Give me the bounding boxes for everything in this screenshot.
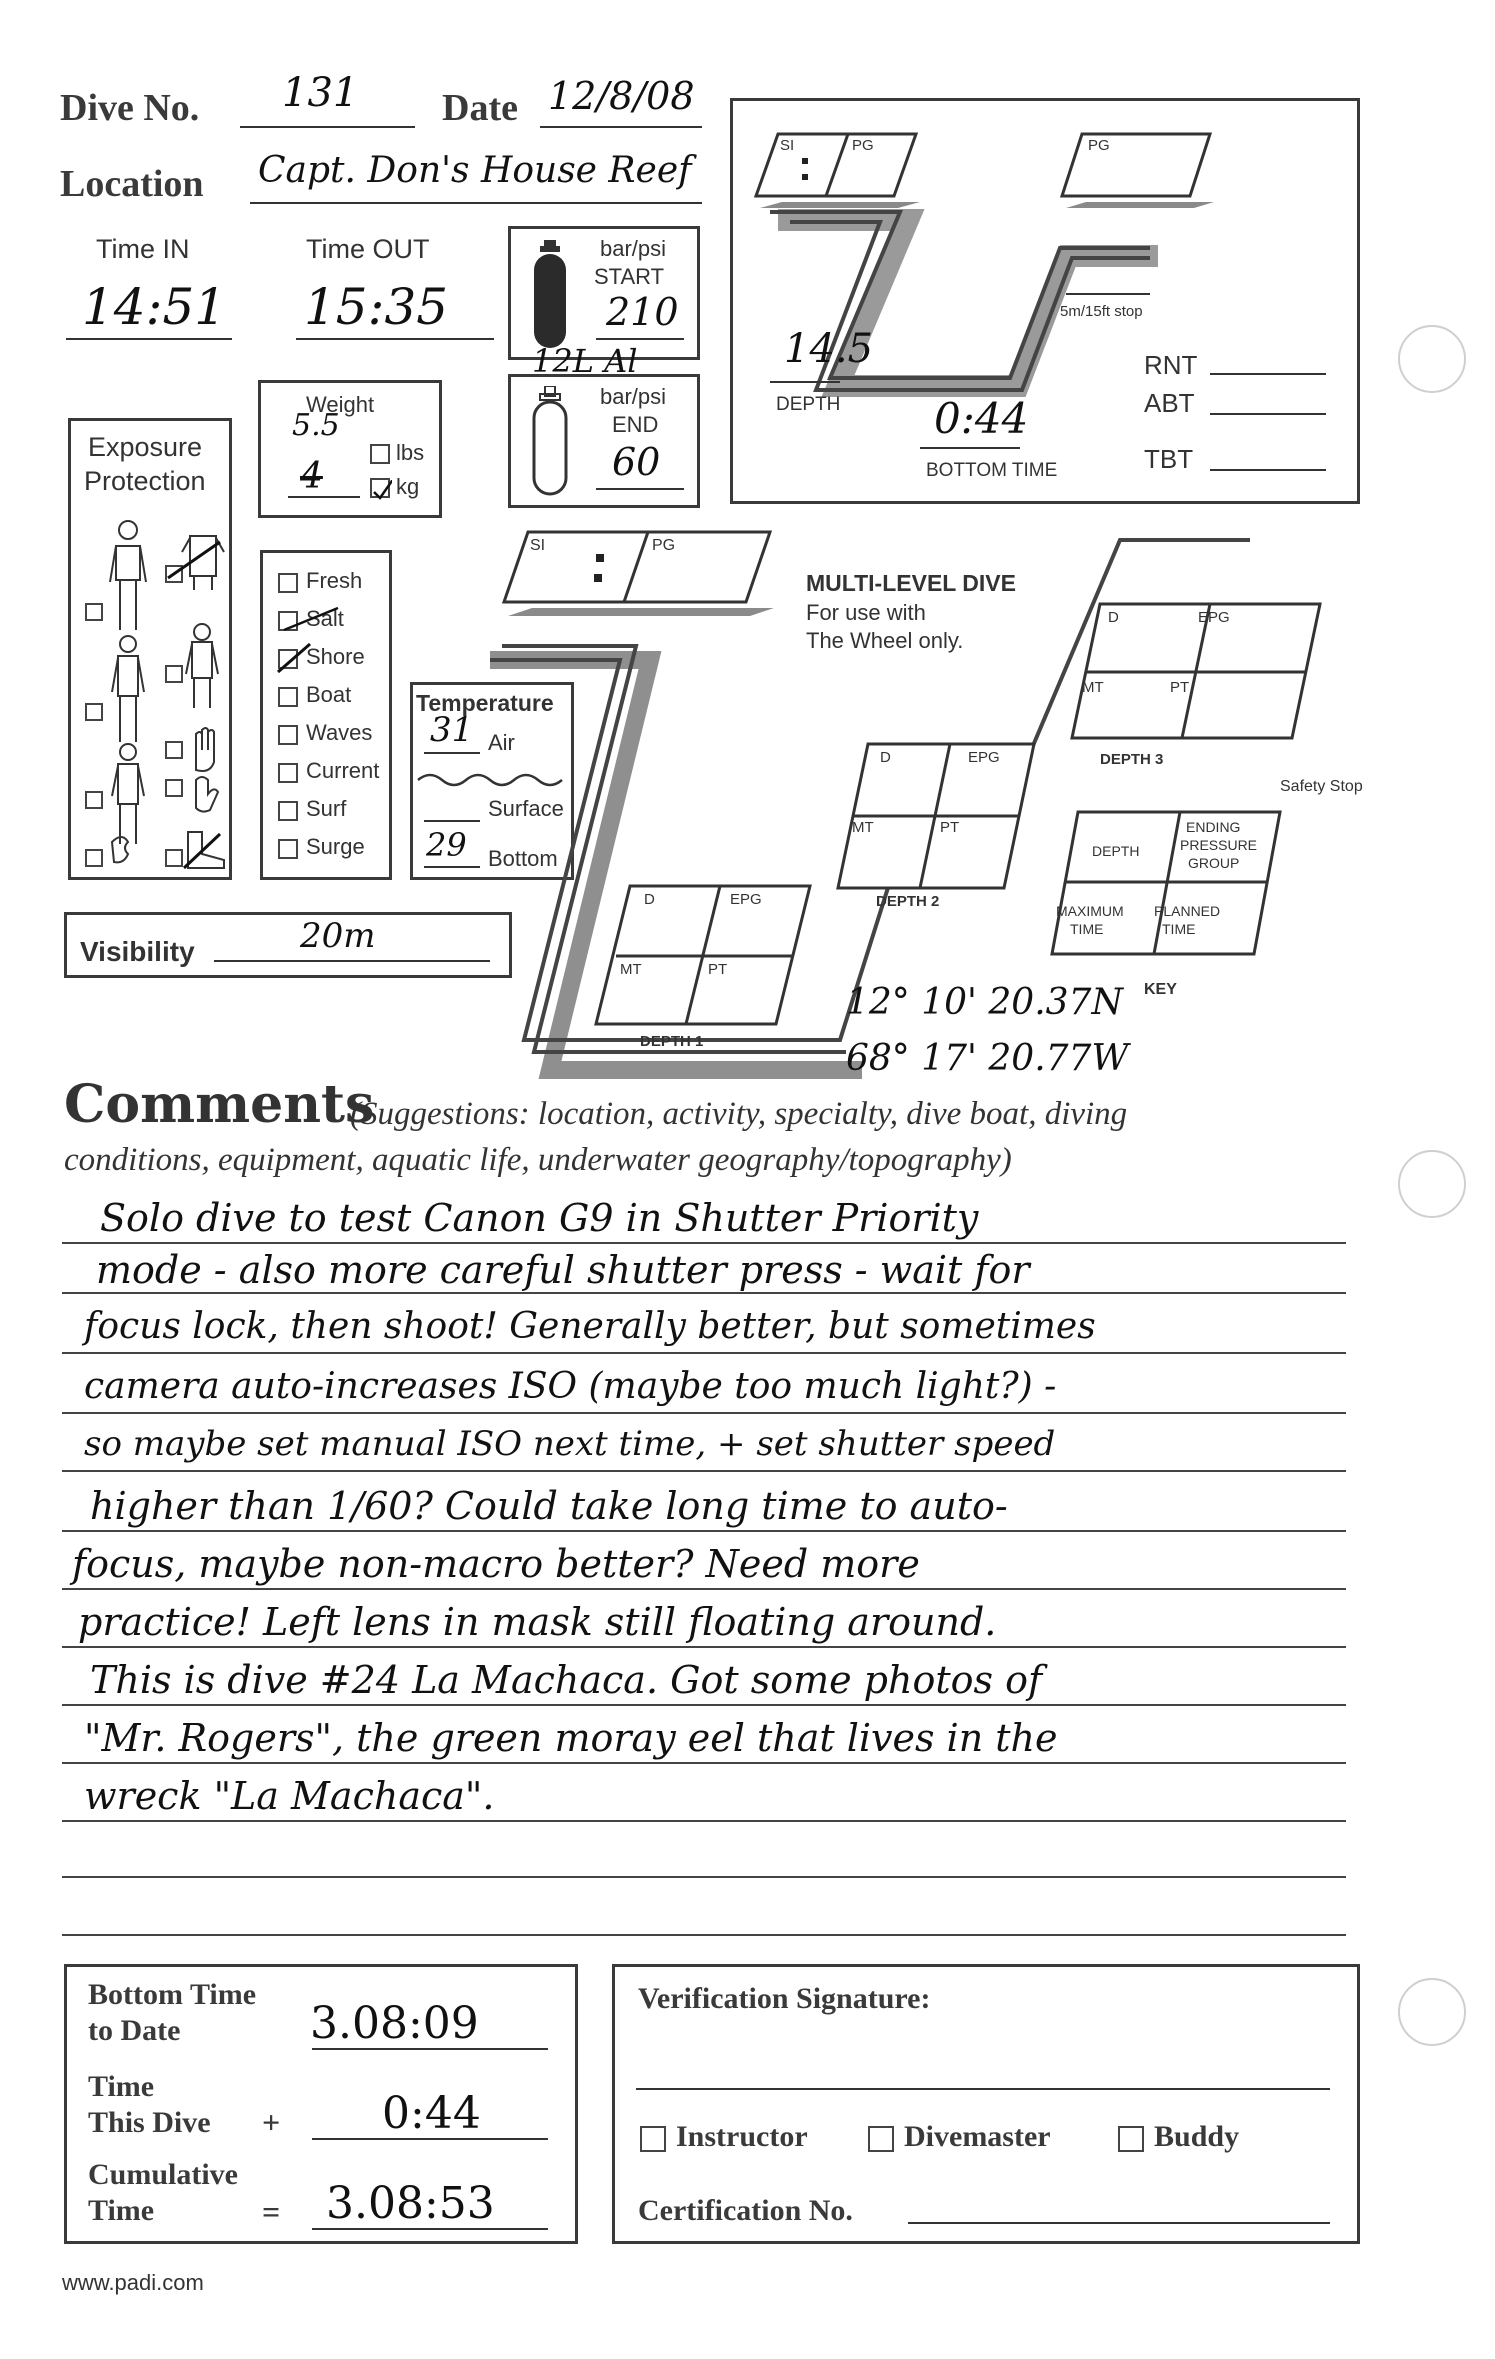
temperature-bottom-value[interactable]: 29: [426, 826, 467, 864]
svg-text:EPG: EPG: [968, 749, 1000, 766]
divemaster-label: Divemaster: [904, 2120, 1051, 2153]
comment-rule: [62, 1704, 1346, 1706]
svg-text:D: D: [880, 749, 891, 766]
tank-start-units: bar/psi: [600, 236, 667, 261]
full-wetsuit-icon: [112, 636, 144, 742]
tank-start-underline: [596, 338, 684, 340]
comment-text-line[interactable]: Solo dive to test Canon G9 in Shutter Priority: [100, 1196, 979, 1240]
temperature-air-label: Air: [488, 730, 515, 755]
comment-text-line[interactable]: practice! Left lens in mask still floating around.: [78, 1600, 997, 1644]
comment-text-line[interactable]: mode - also more careful shutter press - wait for: [96, 1248, 1030, 1292]
tank-start-label: START: [594, 264, 665, 289]
condition-waves-label: Waves: [306, 720, 373, 745]
comment-rule: [62, 1646, 1346, 1648]
ml-key-grid: [1052, 812, 1280, 998]
tank-end-underline: [596, 488, 684, 490]
divemaster-checkbox[interactable]: [868, 2126, 894, 2152]
comment-rule: [62, 1292, 1346, 1294]
si-label: SI: [780, 137, 795, 154]
temperature-surface-underline: [424, 820, 480, 822]
pg-final-cell: [1062, 134, 1214, 208]
condition-current-label: Current: [306, 758, 380, 783]
pg2-label: PG: [1088, 137, 1110, 154]
checkmark-icon: [372, 480, 392, 500]
comment-rule: [62, 1470, 1346, 1472]
dive-no-label: Dive No.: [60, 87, 200, 129]
comment-rule: [62, 1242, 1346, 1244]
comment-rule: [62, 1762, 1346, 1764]
comment-text-line[interactable]: so maybe set manual ISO next time, + set shutter speed: [84, 1424, 1056, 1464]
comment-text-line[interactable]: camera auto-increases ISO (maybe too much light?) -: [84, 1366, 1057, 1407]
comments-suggestions-line1: (Suggestions: location, activity, specialty, dive boat, diving: [350, 1096, 1128, 1132]
checkbox-semi-dry: [86, 792, 102, 808]
exposure-title-line2: Protection: [84, 466, 206, 496]
profile-bottom-time-value[interactable]: 0:44: [934, 394, 1029, 443]
condition-salt-label: Salt: [306, 606, 344, 631]
svg-text:PG: PG: [652, 537, 676, 554]
time-in-underline: [66, 338, 232, 340]
coordinate-longitude[interactable]: 68° 17' 20.77W: [846, 1038, 1129, 1079]
signature-line[interactable]: [636, 2088, 1330, 2090]
condition-surf-checkbox[interactable]: [278, 801, 298, 821]
svg-text:D: D: [644, 891, 655, 908]
rnt-label: RNT: [1144, 350, 1198, 380]
temperature-air-value[interactable]: 31: [430, 710, 474, 750]
condition-surge-label: Surge: [306, 834, 365, 859]
condition-current-checkbox[interactable]: [278, 763, 298, 783]
svg-text:DEPTH: DEPTH: [1092, 843, 1140, 859]
temperature-bottom-label: Bottom: [488, 846, 558, 871]
multilevel-subtitle-line2: The Wheel only.: [806, 628, 964, 653]
cumulative-label-line2: Time: [88, 2194, 155, 2227]
multilevel-subtitle-line1: For use with: [806, 600, 926, 625]
binder-hole-middle: [1398, 1150, 1466, 1218]
binder-hole-bottom: [1398, 1978, 1466, 2046]
svg-text:GROUP: GROUP: [1188, 855, 1240, 871]
checkbox-gloves: [166, 742, 182, 758]
svg-text:MT: MT: [620, 961, 642, 978]
pg-label: PG: [852, 137, 874, 154]
verification-signature-label: Verification Signature:: [638, 1982, 931, 2015]
svg-text:DEPTH 3: DEPTH 3: [1100, 751, 1164, 768]
instructor-label: Instructor: [676, 2120, 808, 2153]
condition-boat-checkbox[interactable]: [278, 687, 298, 707]
bottom-time-to-date-value[interactable]: 3.08:09: [310, 1998, 479, 2049]
condition-shore-label: Shore: [306, 644, 365, 669]
coordinate-latitude[interactable]: 12° 10' 20.37N: [846, 982, 1123, 1023]
weight-value[interactable]: 5.5: [292, 408, 340, 443]
comment-rule: [62, 1876, 1346, 1878]
ml-si-pg-cell: [504, 532, 774, 616]
this-dive-value[interactable]: 0:44: [382, 2088, 481, 2139]
comment-rule: [62, 1352, 1346, 1354]
shore-checkmark-icon: [274, 640, 314, 676]
ml-depth3-grid: [1072, 604, 1320, 768]
cumulative-label-line1: Cumulative: [88, 2158, 238, 2191]
tank-end-value[interactable]: 60: [612, 440, 661, 484]
comment-text-line[interactable]: focus lock, then shoot! Generally better, but sometimes: [84, 1306, 1096, 1347]
buddy-label: Buddy: [1154, 2120, 1240, 2153]
comment-text-line[interactable]: "Mr. Rogers", the green moray eel that lives in the: [84, 1716, 1058, 1760]
exposure-suits-icons: [80, 516, 230, 876]
checkbox-skin: [86, 604, 102, 620]
comment-text-line[interactable]: higher than 1/60? Could take long time to auto-: [90, 1484, 1008, 1528]
date-label: Date: [442, 87, 518, 129]
dive-no-underline: [240, 126, 415, 128]
comment-rule: [62, 1820, 1346, 1822]
svg-text:KEY: KEY: [1144, 981, 1177, 998]
bottom-time-to-date-label-line2: to Date: [88, 2014, 181, 2047]
svg-text:MAXIMUM: MAXIMUM: [1056, 903, 1124, 919]
certification-line[interactable]: [908, 2222, 1330, 2224]
tank-start-icon: [530, 240, 570, 350]
temperature-bottom-underline: [424, 866, 480, 868]
boots-icon: [188, 832, 224, 868]
weight-label: Weight: [306, 392, 375, 417]
weight-underline: [288, 496, 360, 498]
time-out-value[interactable]: 15:35: [304, 278, 449, 336]
conditions-box: [260, 550, 392, 880]
svg-text:D: D: [1108, 609, 1119, 626]
ml-depth1-grid: [596, 886, 810, 1050]
tank-start-value[interactable]: 210: [606, 290, 679, 334]
certification-label: Certification No.: [638, 2194, 853, 2227]
tank-end-units: bar/psi: [600, 384, 667, 409]
buddy-checkbox[interactable]: [1118, 2126, 1144, 2152]
location-label: Location: [60, 163, 204, 205]
svg-text:PT: PT: [940, 819, 960, 836]
plus-sign: +: [262, 2104, 281, 2140]
tank-note[interactable]: 12L Al: [532, 342, 638, 380]
checkbox-full-suit: [86, 704, 102, 720]
skin-suit-icon: [110, 521, 146, 630]
visibility-underline: [214, 960, 490, 962]
condition-fresh-label: Fresh: [306, 568, 363, 593]
comment-rule: [62, 1934, 1346, 1936]
depth-label: DEPTH: [776, 394, 841, 415]
salt-strike-mark: [282, 604, 342, 634]
time-in-value[interactable]: 14:51: [82, 278, 227, 336]
comment-text-line[interactable]: This is dive #24 La Machaca. Got some photos of: [90, 1658, 1043, 1702]
mitt-icon: [196, 777, 218, 812]
this-dive-label-line1: Time: [88, 2070, 155, 2103]
checkbox-boots: [166, 850, 182, 866]
condition-waves-checkbox[interactable]: [278, 725, 298, 745]
temperature-surface-label: Surface: [488, 796, 564, 821]
location-value[interactable]: Capt. Don's House Reef: [258, 150, 692, 191]
bottom-time-label: BOTTOM TIME: [926, 460, 1058, 481]
glove-icon: [196, 728, 214, 771]
bottom-time-to-date-label-line1: Bottom Time: [88, 1978, 257, 2011]
this-dive-label-line2: This Dive: [88, 2106, 211, 2139]
condition-boat-label: Boat: [306, 682, 352, 707]
instructor-checkbox[interactable]: [640, 2126, 666, 2152]
safety-stop-label: Safety Stop: [1280, 778, 1363, 795]
exposure-title-line1: Exposure: [88, 432, 203, 462]
time-out-label: Time OUT: [306, 234, 430, 264]
equals-sign: =: [262, 2194, 281, 2230]
svg-text:TIME: TIME: [1070, 921, 1104, 937]
shorty-strike-mark: [168, 542, 220, 578]
tank-end-icon: [530, 386, 570, 498]
temperature-title: Temperature: [416, 690, 554, 716]
tank-end-label: END: [612, 412, 659, 437]
stop-label: 5m/15ft stop: [1060, 303, 1143, 320]
weight-kg-checkbox[interactable]: [370, 478, 390, 498]
svg-text:SI: SI: [530, 537, 546, 554]
checkbox-hood: [166, 666, 182, 682]
location-underline: [250, 202, 702, 204]
comments-suggestions-line2: conditions, equipment, aquatic life, underwater geography/topography): [64, 1142, 1012, 1178]
svg-text:EPG: EPG: [730, 891, 762, 908]
svg-text:TIME: TIME: [1162, 921, 1196, 937]
weight-lbs-label: lbs: [396, 440, 425, 465]
date-value[interactable]: 12/8/08: [548, 74, 695, 118]
multilevel-title: MULTI-LEVEL DIVE: [806, 570, 1016, 596]
svg-text:DEPTH 2: DEPTH 2: [876, 893, 940, 910]
dive-no-value[interactable]: 131: [282, 70, 359, 116]
dive-profile-diagram: [730, 98, 1360, 504]
comment-rule: [62, 1530, 1346, 1532]
svg-text:ENDING: ENDING: [1186, 819, 1241, 835]
comment-rule: [62, 1412, 1346, 1414]
footer-url: www.padi.com: [62, 2270, 204, 2295]
ml-depth2-grid: [838, 744, 1034, 910]
checkbox-hood-small: [86, 850, 102, 866]
si-pg-cell: [756, 134, 920, 208]
drysuit-icon: [186, 624, 218, 708]
date-underline: [540, 126, 702, 128]
abt-label: ABT: [1144, 388, 1195, 418]
semi-dry-suit-icon: [112, 744, 144, 844]
weight-kg-label: kg: [396, 474, 420, 499]
svg-text:DEPTH 1: DEPTH 1: [640, 1033, 704, 1050]
temperature-air-underline: [424, 752, 480, 754]
cumulative-value[interactable]: 3.08:53: [326, 2178, 495, 2229]
svg-text:MT: MT: [852, 819, 874, 836]
svg-text:MT: MT: [1082, 679, 1104, 696]
svg-text:PLANNED: PLANNED: [1154, 903, 1221, 919]
weight-lbs-checkbox[interactable]: [370, 444, 390, 464]
svg-text:PT: PT: [1170, 679, 1190, 696]
condition-surge-checkbox[interactable]: [278, 839, 298, 859]
svg-text:EPG: EPG: [1198, 609, 1230, 626]
condition-fresh-checkbox[interactable]: [278, 573, 298, 593]
tbt-label: TBT: [1144, 444, 1194, 474]
binder-hole-top: [1398, 325, 1466, 393]
comment-text-line[interactable]: wreck "La Machaca".: [84, 1774, 495, 1818]
visibility-value[interactable]: 20m: [300, 916, 376, 956]
weight-struck-value: 4: [300, 456, 323, 497]
comment-rule: [62, 1588, 1346, 1590]
checkbox-mitts: [166, 780, 182, 796]
svg-text:PT: PT: [708, 961, 728, 978]
svg-text:PRESSURE: PRESSURE: [1180, 837, 1258, 853]
time-in-label: Time IN: [96, 234, 190, 264]
time-out-underline: [296, 338, 494, 340]
condition-surf-label: Surf: [306, 796, 347, 821]
profile-depth-value[interactable]: 14.5: [784, 326, 874, 372]
visibility-label: Visibility: [80, 936, 195, 967]
comments-title: Comments: [64, 1074, 375, 1135]
comment-text-line[interactable]: focus, maybe non-macro better? Need more: [72, 1542, 920, 1586]
